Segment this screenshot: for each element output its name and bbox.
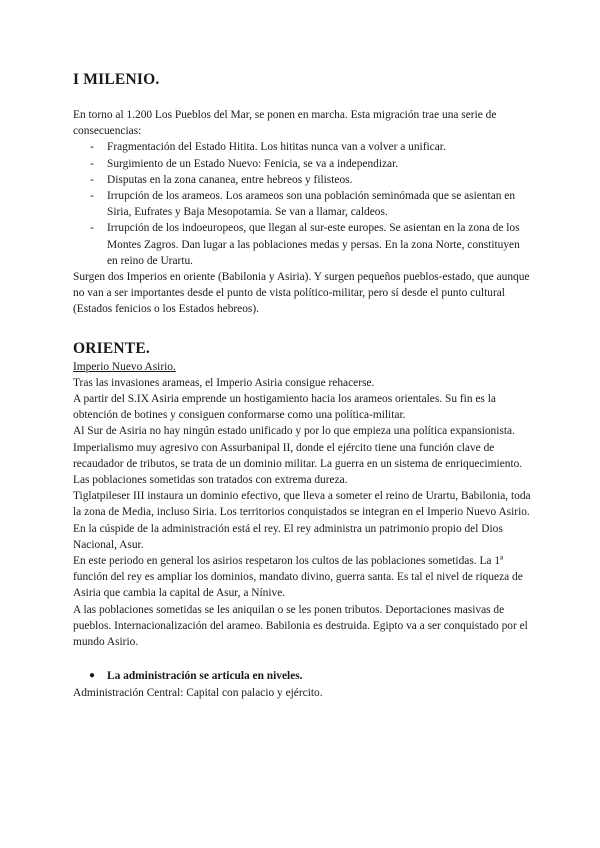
body-paragraph: Tras las invasiones arameas, el Imperio Asiria consigue rehacerse.	[73, 376, 375, 389]
section-title-i-milenio: I MILENIO.	[73, 71, 160, 88]
bold-bullet-item: ● La administración se articula en niveles.	[73, 668, 531, 684]
list-item: - Disputas en la zona cananea, entre hebreos y filisteos.	[73, 172, 531, 188]
intro-paragraph: En torno al 1.200 Los Pueblos del Mar, se ponen en marcha. Esta migración trae una serie de consecuencias:	[73, 109, 497, 138]
subsection-title: Imperio Nuevo Asirio.	[73, 360, 176, 373]
section-title-oriente: ORIENTE.	[73, 339, 150, 357]
dash-bullet: -	[90, 173, 94, 186]
outro-paragraph: Surgen dos Imperios en oriente (Babilonia y Asiria). Y surgen pequeños pueblos-estado, que aunque no van a ser importantes desde el punto de vista político-militar, pero sí desde el punto cultural (Estados fenicios o los Estados hebreos).	[73, 271, 530, 316]
body-paragraph: A partir del S.IX Asiria emprende un hostigamiento hacia los arameos orientales. Su fin es la obtención de botines y consiguen conformarse como una política-militar.	[73, 393, 496, 422]
list-item: - Surgimiento de un Estado Nuevo: Fenicia, se va a independizar.	[73, 156, 531, 172]
body-paragraph: Imperialismo muy agresivo con Assurbanipal II, donde el ejército tiene una función clave de recaudador de tributos, se trata de un dominio militar. La guerra en un sistema de enriquecimiento. Las poblaciones sometidas son tratados con extrema dureza.	[73, 441, 523, 487]
dash-bullet: -	[90, 141, 94, 154]
body-paragraph: En este periodo en general los asirios respetaron los cultos de las poblaciones sometidas. La 1ª función del rey es ampliar los dominios, mandato divino, guerra santa. Es tal el nivel de riqueza de Asiria que cambia la capital de Asur, a Nínive.	[73, 555, 523, 600]
body-paragraph: En la cúspide de la administración está el rey. El rey administra un patrimonio propio del Dios Nacional, Asur.	[73, 522, 503, 551]
list-item: - Irrupción de los indoeuropeos, que llegan al sur-este europes. Se asientan en la zona de los Montes Zagros. Dan lugar a las poblaciones medas y persas. En la zona Norte, constituyen en reino de Urartu.	[90, 222, 520, 267]
body-paragraph: Tiglatpileser III instaura un dominio efectivo, que lleva a someter el reino de Urartu, Babilonia, toda la zona de Media, incluso Siria. Los territorios conquistados se integran en el Imperio Nuevo Asirio.	[73, 490, 531, 519]
list-item: - Irrupción de los arameos. Los arameos son una población seminómada que se asientan en Siria, Eufrates y Baja Mesopotamia. Se van a llamar, caldeos.	[90, 190, 516, 219]
consequences-list	[73, 139, 531, 269]
list-item: - Fragmentación del Estado Hitita. Los hititas nunca van a volver a unificar.	[73, 139, 531, 155]
document-body	[73, 70, 531, 701]
body-paragraph: A las poblaciones sometidas se les aniquilan o se les ponen tributos. Deportaciones masivas de pueblos. Internacionalización del arameo. Babilonia es destruida. Egipto va a ser conquistado por el mundo Asirio.	[73, 603, 528, 649]
body-paragraph: Al Sur de Asiria no hay ningún estado unificado y por lo que empieza una política expansionista.	[73, 425, 515, 438]
dash-bullet: -	[90, 190, 94, 203]
body-paragraph: Administración Central: Capital con palacio y ejército.	[73, 686, 323, 699]
dash-bullet: -	[90, 157, 94, 170]
bullet-dot-icon: ●	[89, 670, 96, 682]
dash-bullet: -	[90, 222, 94, 235]
